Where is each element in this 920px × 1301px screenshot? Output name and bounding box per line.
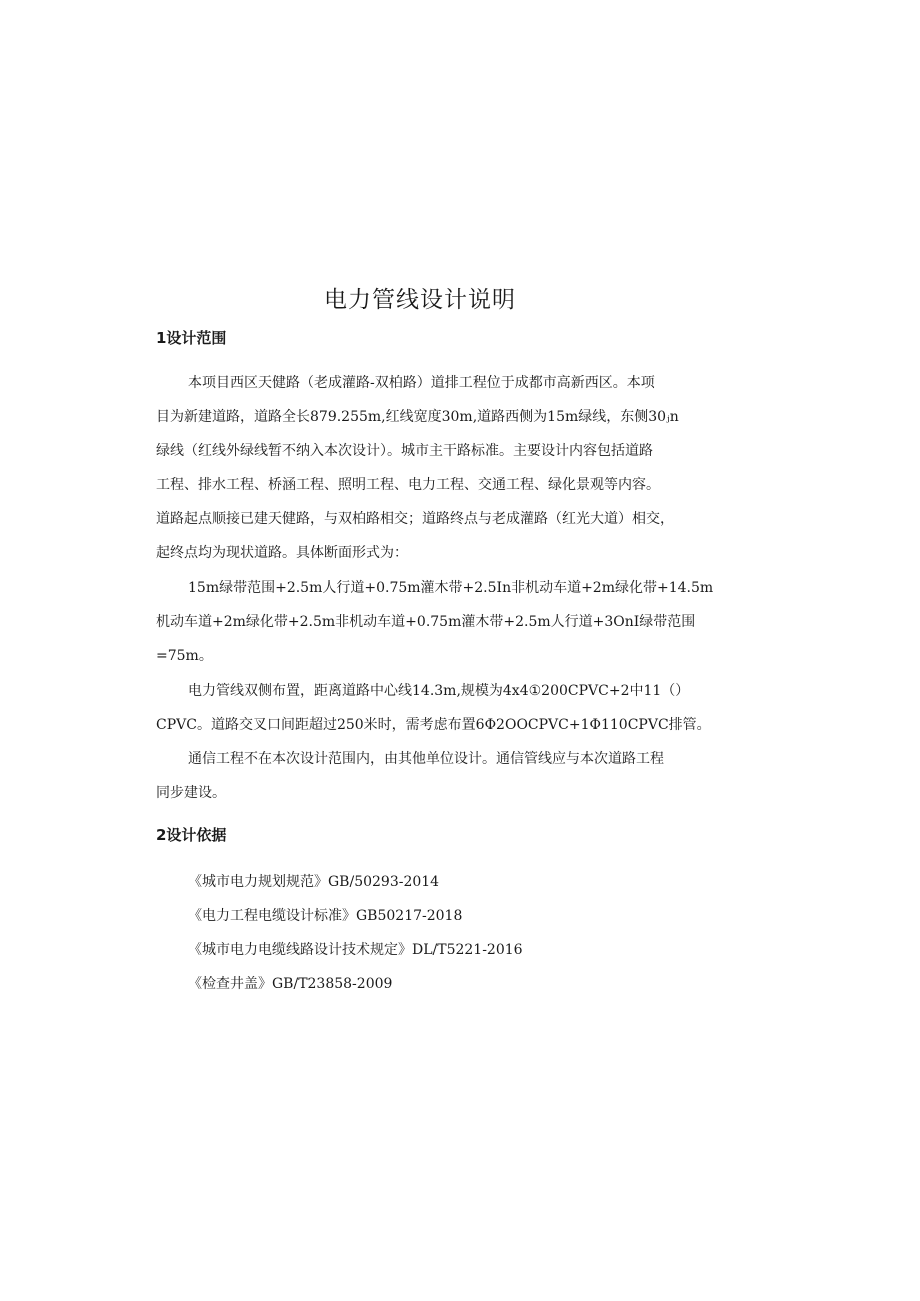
document-title: 电力管线设计说明	[324, 287, 516, 313]
section-heading-design-scope: 1设计范围	[156, 329, 227, 347]
paragraph-line: 本项目西区天健路（老成灌路-双柏路）道排工程位于成都市高新西区。本项	[188, 375, 655, 391]
paragraph-line: CPVC。道路交叉口间距超过250米时，需考虑布置6Φ2OOCPVC+1Φ110CPVC排管。	[156, 717, 711, 733]
paragraph-line: 15m绿带范围+2.5m人行道+0.75m灌木带+2.5In非机动车道+2m绿化带+14.5m	[188, 580, 714, 596]
paragraph-line: 起终点均为现状道路。具体断面形式为：	[156, 545, 408, 561]
reference-item: 《城市电力规划规范》GB/50293-2014	[188, 874, 440, 890]
paragraph-line: 机动车道+2m绿化带+2.5m非机动车道+0.75m灌木带+2.5m人行道+3OnI绿带范围	[156, 614, 696, 630]
paragraph-line: 目为新建道路，道路全长879.255m,红线宽度30m,道路西侧为15m绿线，东侧30ⱼn	[156, 409, 679, 425]
reference-item: 《城市电力电缆线路设计技术规定》DL/T5221-2016	[188, 942, 523, 958]
reference-item: 《检查井盖》GB/T23858-2009	[188, 976, 393, 992]
reference-item: 《电力工程电缆设计标准》GB50217-2018	[188, 908, 463, 924]
paragraph-line: =75m。	[156, 648, 213, 664]
paragraph-line: 电力管线双侧布置，距离道路中心线14.3m,规模为4x4①200CPVC+2中11（）	[188, 683, 690, 699]
paragraph-line: 通信工程不在本次设计范围内，由其他单位设计。通信管线应与本次道路工程	[188, 751, 664, 767]
paragraph-line: 工程、排水工程、桥涵工程、照明工程、电力工程、交通工程、绿化景观等内容。	[156, 477, 660, 493]
section-heading-design-basis: 2设计依据	[156, 826, 227, 844]
paragraph-line: 绿线（红线外绿线暂不纳入本次设计）。城市主干路标准。主要设计内容包括道路	[156, 443, 653, 459]
paragraph-line: 同步建设。	[156, 785, 226, 801]
paragraph-line: 道路起点顺接已建天健路，与双柏路相交；道路终点与老成灌路（红光大道）相交，	[156, 511, 674, 527]
